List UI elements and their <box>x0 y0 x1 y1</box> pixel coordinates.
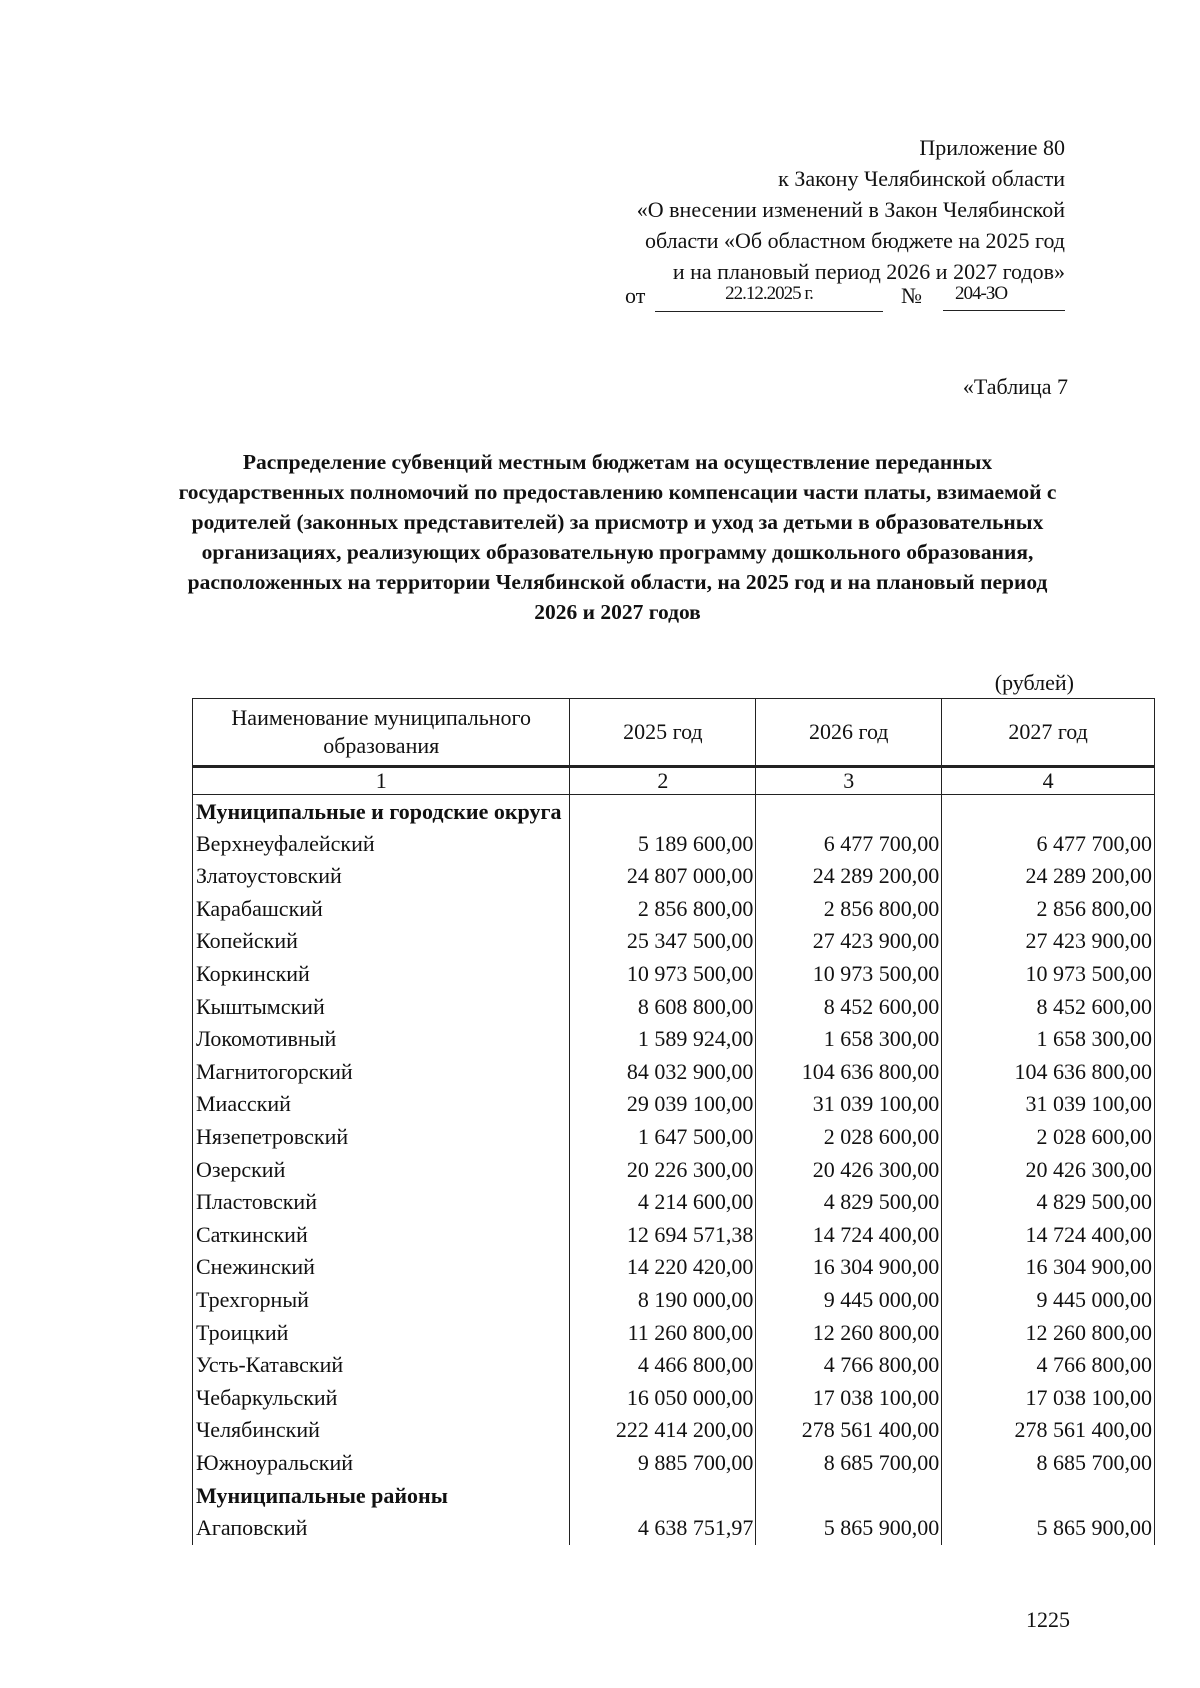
header-line: и на плановый период 2026 и 2027 годов» <box>672 259 1065 284</box>
value-2026: 27 423 900,00 <box>756 925 942 958</box>
value-2026: 1 658 300,00 <box>756 1023 942 1056</box>
column-header-2025: 2025 год <box>570 699 756 767</box>
value-2026: 12 260 800,00 <box>756 1317 942 1350</box>
value-2025: 4 466 800,00 <box>570 1349 756 1382</box>
municipality-name: Южноуральский <box>193 1447 570 1480</box>
value-2026: 2 856 800,00 <box>756 893 942 926</box>
value-2026 <box>756 795 942 828</box>
value-2025: 11 260 800,00 <box>570 1317 756 1350</box>
municipality-name: Карабашский <box>193 893 570 926</box>
value-2025: 222 414 200,00 <box>570 1414 756 1447</box>
table-row <box>193 1414 1155 1447</box>
column-number: 4 <box>942 767 1155 795</box>
municipality-name: Верхнеуфалейский <box>193 828 570 861</box>
value-2027: 8 685 700,00 <box>942 1447 1155 1480</box>
municipality-name: Озерский <box>193 1154 570 1187</box>
value-2027 <box>942 1479 1155 1512</box>
value-2027: 24 289 200,00 <box>942 860 1155 893</box>
table-label: «Таблица 7 <box>962 374 1068 399</box>
value-2026: 10 973 500,00 <box>756 958 942 991</box>
municipality-name: Копейский <box>193 925 570 958</box>
column-number: 1 <box>193 767 570 795</box>
table-row <box>193 925 1155 958</box>
value-2026: 6 477 700,00 <box>756 828 942 861</box>
table-row <box>193 893 1155 926</box>
header-line: к Закону Челябинской области <box>778 166 1065 191</box>
table-row <box>193 1382 1155 1415</box>
value-2027: 2 856 800,00 <box>942 893 1155 926</box>
municipality-name: Миасский <box>193 1088 570 1121</box>
header-line: области «Об областном бюджете на 2025 год <box>645 228 1065 253</box>
table-row <box>193 860 1155 893</box>
table-row <box>193 1121 1155 1154</box>
value-2025 <box>570 1479 756 1512</box>
value-2026: 16 304 900,00 <box>756 1251 942 1284</box>
number-label: № <box>901 283 922 308</box>
value-2027: 16 304 900,00 <box>942 1251 1155 1284</box>
value-2027: 5 865 900,00 <box>942 1512 1155 1545</box>
value-2025: 8 190 000,00 <box>570 1284 756 1317</box>
value-2026: 5 865 900,00 <box>756 1512 942 1545</box>
table-row <box>193 1023 1155 1056</box>
value-2025: 4 638 751,97 <box>570 1512 756 1545</box>
value-2025: 1 647 500,00 <box>570 1121 756 1154</box>
table-row <box>193 1088 1155 1121</box>
municipality-name: Саткинский <box>193 1219 570 1252</box>
municipality-name: Коркинский <box>193 958 570 991</box>
table-row <box>193 1284 1155 1317</box>
table-row <box>193 1056 1155 1089</box>
value-2027: 12 260 800,00 <box>942 1317 1155 1350</box>
value-2025: 24 807 000,00 <box>570 860 756 893</box>
value-2026: 8 452 600,00 <box>756 991 942 1024</box>
column-number: 2 <box>570 767 756 795</box>
value-2026: 17 038 100,00 <box>756 1382 942 1415</box>
value-2027: 20 426 300,00 <box>942 1154 1155 1187</box>
municipality-name: Трехгорный <box>193 1284 570 1317</box>
table-row <box>193 1251 1155 1284</box>
municipality-name: Усть-Катавский <box>193 1349 570 1382</box>
table-row <box>193 1186 1155 1219</box>
table-row <box>193 1349 1155 1382</box>
table-row <box>193 828 1155 861</box>
value-2027: 2 028 600,00 <box>942 1121 1155 1154</box>
law-date-number-line <box>625 283 1065 313</box>
value-2026: 104 636 800,00 <box>756 1056 942 1089</box>
column-header-name: Наименование муниципального образования <box>193 699 570 767</box>
value-2025: 14 220 420,00 <box>570 1251 756 1284</box>
value-2026: 4 766 800,00 <box>756 1349 942 1382</box>
municipality-name: Златоустовский <box>193 860 570 893</box>
table-row <box>193 991 1155 1024</box>
value-2025: 84 032 900,00 <box>570 1056 756 1089</box>
table-body <box>193 767 1155 1545</box>
value-2026: 4 829 500,00 <box>756 1186 942 1219</box>
value-2025: 2 856 800,00 <box>570 893 756 926</box>
appendix-header <box>505 132 1065 287</box>
table-row <box>193 1317 1155 1350</box>
value-2027: 9 445 000,00 <box>942 1284 1155 1317</box>
law-number: 204-ЗО <box>943 283 1065 311</box>
municipality-name: Муниципальные и городские округа <box>193 795 570 828</box>
municipality-name: Кыштымский <box>193 991 570 1024</box>
municipality-name: Муниципальные районы <box>193 1479 570 1512</box>
value-2027: 104 636 800,00 <box>942 1056 1155 1089</box>
header-line: Приложение 80 <box>919 135 1065 160</box>
value-2025: 5 189 600,00 <box>570 828 756 861</box>
municipality-name: Агаповский <box>193 1512 570 1545</box>
municipality-name: Челябинский <box>193 1414 570 1447</box>
header-line: «О внесении изменений в Закон Челябинской <box>636 197 1065 222</box>
column-number: 3 <box>756 767 942 795</box>
value-2026: 14 724 400,00 <box>756 1219 942 1252</box>
table-row <box>193 1512 1155 1545</box>
table-group-row <box>193 795 1155 828</box>
value-2025: 29 039 100,00 <box>570 1088 756 1121</box>
value-2025: 1 589 924,00 <box>570 1023 756 1056</box>
value-2025: 16 050 000,00 <box>570 1382 756 1415</box>
document-title: Распределение субвенций местным бюджетам на осуществление переданных государственных полномочий по предоставлению компенсации части платы, взимаемой с родителей (законных представителей) за присмотр и уход за детьми в образовательных организациях, реализующих образовательную программу дошкольного образования, расположенных на территории Челябинской области, на 2025 год и на плановый период 2026 и 2027 годов <box>178 450 1057 624</box>
value-2027 <box>942 795 1155 828</box>
value-2027: 4 829 500,00 <box>942 1186 1155 1219</box>
table-header-row <box>193 699 1155 767</box>
value-2027: 1 658 300,00 <box>942 1023 1155 1056</box>
value-2026: 2 028 600,00 <box>756 1121 942 1154</box>
value-2026: 8 685 700,00 <box>756 1447 942 1480</box>
value-2027: 278 561 400,00 <box>942 1414 1155 1447</box>
law-date: 22.12.2025 г. <box>655 283 883 312</box>
value-2027: 14 724 400,00 <box>942 1219 1155 1252</box>
ot-label: от <box>625 283 646 308</box>
value-2026: 278 561 400,00 <box>756 1414 942 1447</box>
value-2027: 10 973 500,00 <box>942 958 1155 991</box>
subvention-table <box>192 698 1155 1545</box>
column-header-2026: 2026 год <box>756 699 942 767</box>
column-number-row <box>193 767 1155 795</box>
page-number: 1225 <box>1026 1607 1070 1632</box>
municipality-name: Троицкий <box>193 1317 570 1350</box>
municipality-name: Магнитогорский <box>193 1056 570 1089</box>
value-2026: 9 445 000,00 <box>756 1284 942 1317</box>
units-label: (рублей) <box>994 670 1074 695</box>
table-row <box>193 958 1155 991</box>
value-2026: 24 289 200,00 <box>756 860 942 893</box>
value-2025 <box>570 795 756 828</box>
value-2027: 6 477 700,00 <box>942 828 1155 861</box>
value-2025: 9 885 700,00 <box>570 1447 756 1480</box>
value-2026 <box>756 1479 942 1512</box>
table-row <box>193 1447 1155 1480</box>
column-header-2027: 2027 год <box>942 699 1155 767</box>
table-group-row <box>193 1479 1155 1512</box>
value-2025: 8 608 800,00 <box>570 991 756 1024</box>
value-2027: 27 423 900,00 <box>942 925 1155 958</box>
table-row <box>193 1154 1155 1187</box>
value-2026: 31 039 100,00 <box>756 1088 942 1121</box>
value-2025: 20 226 300,00 <box>570 1154 756 1187</box>
municipality-name: Локомотивный <box>193 1023 570 1056</box>
value-2027: 4 766 800,00 <box>942 1349 1155 1382</box>
value-2027: 31 039 100,00 <box>942 1088 1155 1121</box>
value-2027: 17 038 100,00 <box>942 1382 1155 1415</box>
value-2026: 20 426 300,00 <box>756 1154 942 1187</box>
municipality-name: Снежинский <box>193 1251 570 1284</box>
value-2025: 12 694 571,38 <box>570 1219 756 1252</box>
table-row <box>193 1219 1155 1252</box>
value-2025: 10 973 500,00 <box>570 958 756 991</box>
municipality-name: Нязепетровский <box>193 1121 570 1154</box>
value-2025: 25 347 500,00 <box>570 925 756 958</box>
value-2025: 4 214 600,00 <box>570 1186 756 1219</box>
value-2027: 8 452 600,00 <box>942 991 1155 1024</box>
municipality-name: Пластовский <box>193 1186 570 1219</box>
municipality-name: Чебаркульский <box>193 1382 570 1415</box>
